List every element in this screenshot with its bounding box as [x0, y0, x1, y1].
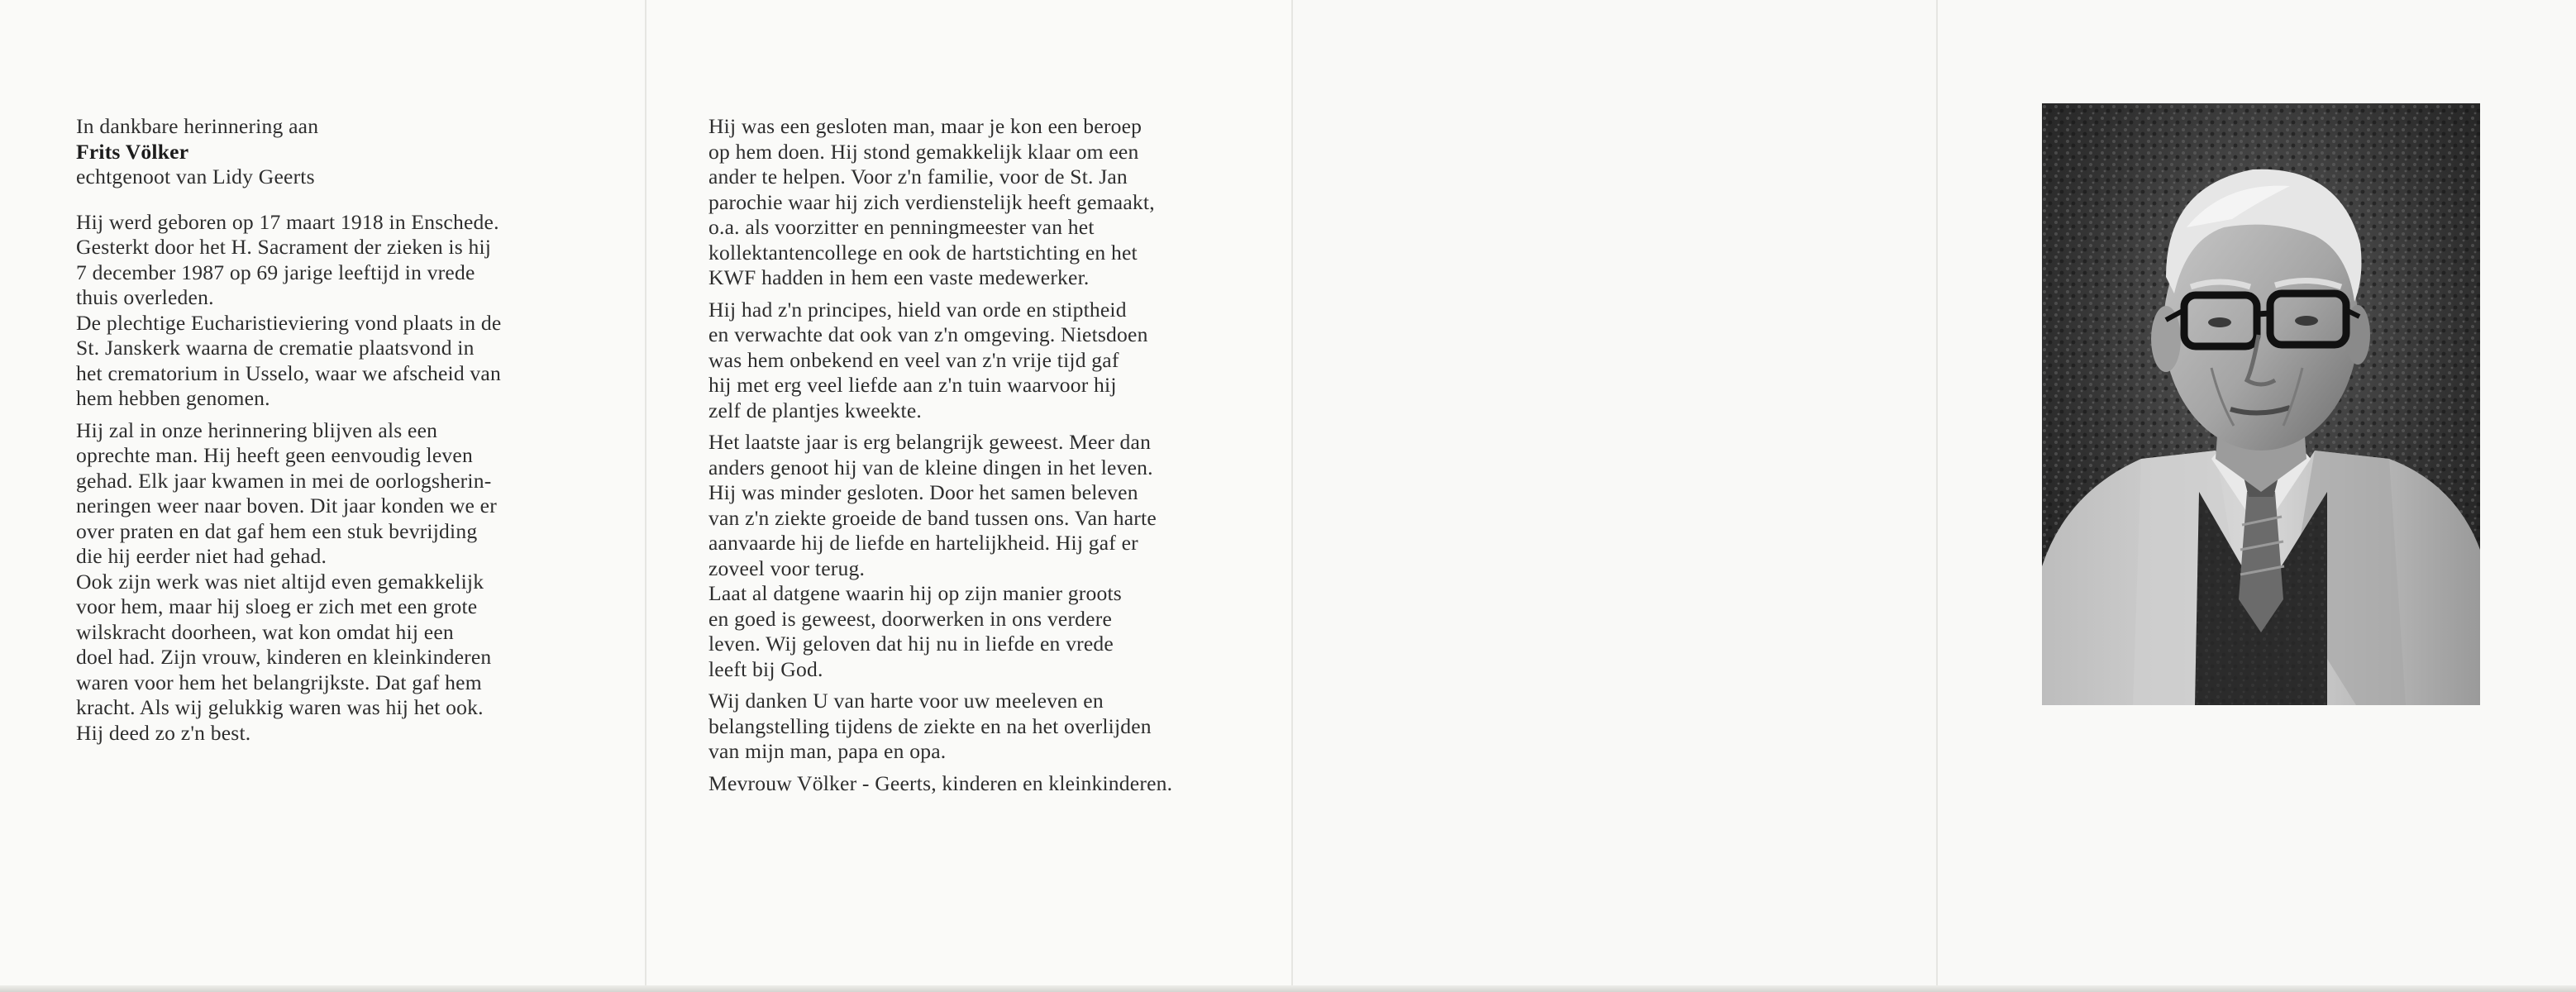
text-line: o.a. als voorzitter en penningmeester van het [708, 215, 1095, 239]
text-line: Wij danken U van harte voor uw meeleven en [708, 689, 1104, 713]
obituary-text-middle [708, 114, 1271, 796]
text-line: Gesterkt door het H. Sacrament der zieken is hij [76, 235, 492, 259]
text-line: wilskracht doorheen, wat kon omdat hij een [76, 619, 454, 644]
text-line: Hij deed zo z'n best. [76, 720, 251, 745]
spacer [76, 190, 622, 210]
text-line: Ook zijn werk was niet altijd even gemakkelijk [76, 569, 484, 594]
text-line: Hij was minder gesloten. Door het samen beleven [708, 480, 1138, 504]
intro-line: In dankbare herinnering aan [76, 114, 319, 138]
text-line: was hem onbekend en veel van z'n vrije tijd gaf [708, 347, 1119, 372]
text-line: en goed is geweest, doorwerken in ons verdere [708, 606, 1113, 631]
text-line: waren voor hem het belangrijkste. Dat gaf hem [76, 670, 482, 694]
text-line: hij met erg veel liefde aan z'n tuin waarvoor hij [708, 373, 1117, 397]
text-line: oprechte man. Hij heeft geen eenvoudig leven [76, 443, 473, 467]
portrait-photo-icon [2042, 103, 2480, 705]
text-line: zoveel voor terug. [708, 556, 866, 580]
text-line: het crematorium in Usselo, waar we afscheid van [76, 360, 501, 385]
text-line: doel had. Zijn vrouw, kinderen en kleinkinderen [76, 645, 492, 669]
text-line: Het laatste jaar is erg belangrijk geweest. Meer dan [708, 430, 1152, 454]
spacer [708, 765, 1271, 771]
fold-line [1291, 0, 1293, 992]
text-line: van mijn man, papa en opa. [708, 739, 947, 763]
text-line: ander te helpen. Voor z'n familie, voor de St. Jan [708, 165, 1128, 188]
spouse-line: echtgenoot van Lidy Geerts [76, 165, 315, 188]
text-line: Laat al datgene waarin hij op zijn manier groots [708, 581, 1122, 605]
text-line: kracht. Als wij gelukkig waren was hij het ook. [76, 695, 484, 719]
text-line: Hij zal in onze herinnering blijven als een [76, 417, 438, 442]
spacer [708, 423, 1271, 430]
text-line: kollektantencollege en ook de hartstichting en het [708, 240, 1138, 265]
text-line: De plechtige Eucharistieviering vond plaats in de [76, 310, 502, 335]
text-line: leven. Wij geloven dat hij nu in liefde en vrede [708, 632, 1114, 656]
text-line: thuis overleden. [76, 285, 214, 309]
text-line: St. Janskerk waarna de crematie plaatsvond in [76, 336, 475, 360]
spacer [76, 412, 622, 418]
text-line: belangstelling tijdens de ziekte en na het overlijden [708, 713, 1152, 738]
text-line: op hem doen. Hij stond gemakkelijk klaar om een [708, 139, 1139, 164]
text-line: parochie waar hij zich verdienstelijk heeft gemaakt, [708, 189, 1155, 214]
text-line: KWF hadden in hem een vaste medewerker. [708, 265, 1090, 289]
text-line: hem hebben genomen. [76, 386, 270, 410]
text-line: leeft bij God. [708, 656, 823, 681]
text-line: Hij werd geboren op 17 maart 1918 in Enschede. [76, 209, 499, 234]
fold-line [645, 0, 646, 992]
text-line: Hij was een gesloten man, maar je kon een beroep [708, 114, 1143, 138]
card-bottom-edge [0, 985, 2576, 992]
deceased-name: Frits Völker [76, 139, 189, 164]
text-line: over praten en dat gaf hem een stuk bevrijding [76, 518, 478, 543]
spacer [708, 291, 1271, 298]
spacer [708, 682, 1271, 689]
text-line: van z'n ziekte groeide de band tussen ons. Van harte [708, 505, 1157, 530]
text-line: die hij eerder niet had gehad. [76, 544, 327, 568]
panel-blank [1293, 0, 1936, 992]
text-line: anders genoot hij van de kleine dingen in het leven. [708, 455, 1153, 479]
text-line: neringen weer naar boven. Dit jaar konden we er [76, 494, 497, 517]
text-line: gehad. Elk jaar kwamen in mei de oorlogsherin- [76, 468, 492, 493]
family-signature: Mevrouw Völker - Geerts, kinderen en kleinkinderen. [708, 770, 1173, 795]
text-line: voor hem, maar hij sloeg er zich met een grote [76, 594, 478, 618]
text-line: Hij had z'n principes, hield van orde en stiptheid [708, 297, 1127, 322]
fold-line [1936, 0, 1938, 992]
obituary-text-left [76, 114, 622, 746]
text-line: en verwachte dat ook van z'n omgeving. Nietsdoen [708, 322, 1148, 346]
portrait-photo [2042, 103, 2480, 705]
text-line: zelf de plantjes kweekte. [708, 398, 922, 422]
text-line: 7 december 1987 op 69 jarige leeftijd in vrede [76, 260, 475, 284]
text-line: aanvaarde hij de liefde en hartelijkheid. Hij gaf er [708, 531, 1138, 555]
